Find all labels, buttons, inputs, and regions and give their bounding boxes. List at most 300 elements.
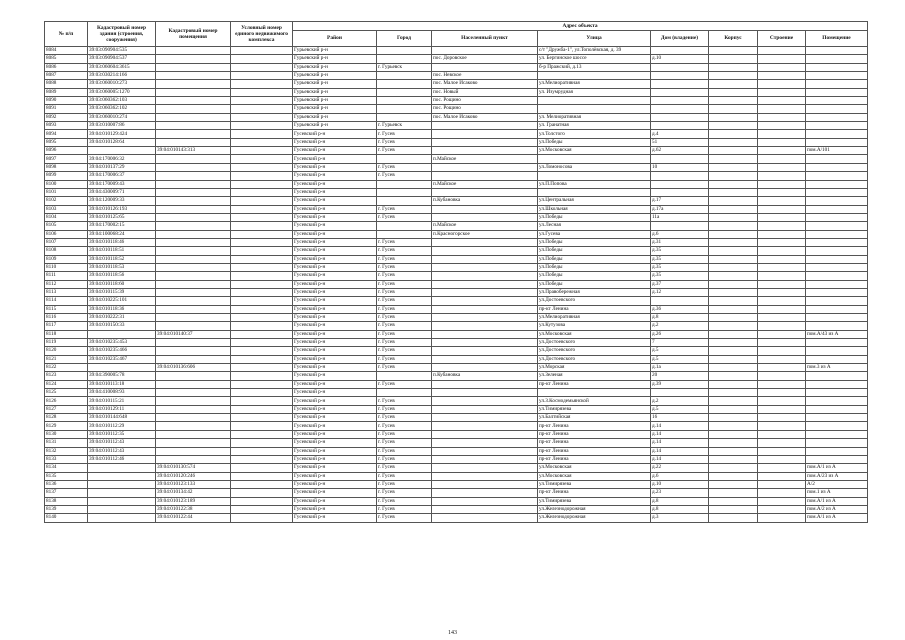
cell-settlement — [432, 497, 538, 505]
cell-cond-num — [231, 297, 293, 305]
table-row — [45, 305, 868, 313]
register-table — [44, 21, 868, 523]
cell-num: 8087 — [45, 72, 88, 80]
cell-district: Гусевский р-н — [293, 322, 377, 330]
cell-settlement: пос. Новый — [432, 88, 538, 96]
cell-city: г. Гусев — [377, 147, 432, 155]
cell-cad-building: 39:04:410008:93 — [88, 389, 156, 397]
cell-city: г. Гусев — [377, 263, 432, 271]
cell-building — [758, 147, 806, 155]
table-row — [45, 247, 868, 255]
table-row — [45, 122, 868, 130]
cell-room — [806, 414, 868, 422]
cell-cond-num — [231, 422, 293, 430]
table-row — [45, 322, 868, 330]
cell-building — [758, 88, 806, 96]
cell-cad-building: 39:04:010129:11 — [88, 405, 156, 413]
cell-cad-room — [156, 213, 231, 221]
cell-building — [758, 47, 806, 55]
cell-house — [651, 172, 709, 180]
cell-district: Гусевский р-н — [293, 213, 377, 221]
cell-settlement — [432, 272, 538, 280]
cell-street: ул.Мелиоративная — [538, 80, 651, 88]
cell-cond-num — [231, 355, 293, 363]
cell-district: Гусевский р-н — [293, 397, 377, 405]
cell-cond-num — [231, 514, 293, 522]
cell-korpus — [709, 280, 758, 288]
cell-settlement — [432, 163, 538, 171]
cell-cad-room — [156, 455, 231, 463]
cell-settlement — [432, 122, 538, 130]
cell-cad-room — [156, 414, 231, 422]
cell-room — [806, 138, 868, 146]
cell-street: ул.Ломоносова — [538, 163, 651, 171]
cell-house — [651, 105, 709, 113]
cell-cad-building: 39:04:430009:71 — [88, 188, 156, 196]
cell-building — [758, 72, 806, 80]
cell-cond-num — [231, 97, 293, 105]
cell-cond-num — [231, 380, 293, 388]
cell-cond-num — [231, 305, 293, 313]
cell-building — [758, 97, 806, 105]
cell-district: Гурьевский р-н — [293, 47, 377, 55]
cell-district: Гусевский р-н — [293, 355, 377, 363]
cell-house: д.14 — [651, 422, 709, 430]
cell-settlement — [432, 205, 538, 213]
cell-city: г. Гусев — [377, 355, 432, 363]
cell-num: 8134 — [45, 464, 88, 472]
cell-district: Гурьевский р-н — [293, 88, 377, 96]
cell-city — [377, 80, 432, 88]
cell-district: Гусевский р-н — [293, 497, 377, 505]
cell-num: 8097 — [45, 155, 88, 163]
cell-cond-num — [231, 263, 293, 271]
cell-room — [806, 247, 868, 255]
cell-room — [806, 380, 868, 388]
cell-cad-room — [156, 397, 231, 405]
cell-cad-building: 39:04:010115:39 — [88, 288, 156, 296]
cell-num: 8121 — [45, 355, 88, 363]
cell-city: г. Гусев — [377, 447, 432, 455]
cell-house: д.35 — [651, 272, 709, 280]
cell-city: г. Гусев — [377, 472, 432, 480]
table-row — [45, 464, 868, 472]
cell-cad-building — [88, 497, 156, 505]
cell-building — [758, 230, 806, 238]
cell-district: Гусевский р-н — [293, 272, 377, 280]
cell-district: Гусевский р-н — [293, 422, 377, 430]
cell-settlement — [432, 297, 538, 305]
header-room: Помещение — [806, 31, 868, 47]
cell-district: Гурьевский р-н — [293, 63, 377, 71]
cell-korpus — [709, 339, 758, 347]
cell-district: Гусевский р-н — [293, 305, 377, 313]
cell-korpus — [709, 514, 758, 522]
cell-city: г. Гусев — [377, 464, 432, 472]
cell-korpus — [709, 172, 758, 180]
cell-house: д.35 — [651, 255, 709, 263]
cell-room — [806, 447, 868, 455]
cell-korpus — [709, 505, 758, 513]
cell-room — [806, 455, 868, 463]
cell-house — [651, 113, 709, 121]
cell-house: д.14 — [651, 447, 709, 455]
cell-house — [651, 389, 709, 397]
header-district: Район — [293, 31, 377, 47]
cell-district: Гурьевский р-н — [293, 72, 377, 80]
cell-settlement — [432, 138, 538, 146]
cell-room — [806, 180, 868, 188]
cell-street — [538, 389, 651, 397]
cell-district: Гусевский р-н — [293, 372, 377, 380]
cell-city — [377, 88, 432, 96]
table-row — [45, 163, 868, 171]
cell-house: д.6 — [651, 230, 709, 238]
cell-street: ул.Лесная — [538, 222, 651, 230]
cell-city: г. Гусев — [377, 439, 432, 447]
cell-cond-num — [231, 55, 293, 63]
cell-cad-building: 39:04:010129:424 — [88, 130, 156, 138]
cell-korpus — [709, 155, 758, 163]
cell-num: 8137 — [45, 489, 88, 497]
cell-korpus — [709, 397, 758, 405]
cell-korpus — [709, 455, 758, 463]
cell-street: ул.Достоевского — [538, 355, 651, 363]
cell-cad-building: 39:03:060362:102 — [88, 105, 156, 113]
cell-street: пр-кт Ленина — [538, 439, 651, 447]
cell-settlement — [432, 364, 538, 372]
cell-cad-room — [156, 314, 231, 322]
cell-cad-building: 39:04:010222:31 — [88, 314, 156, 322]
cell-street: ул.Московская — [538, 147, 651, 155]
table-row — [45, 88, 868, 96]
cell-district: Гусевский р-н — [293, 188, 377, 196]
cell-num: 8109 — [45, 255, 88, 263]
cell-cad-building — [88, 472, 156, 480]
cell-street: пр-кт Ленина — [538, 305, 651, 313]
cell-building — [758, 430, 806, 438]
cell-street: ул.Победы — [538, 263, 651, 271]
cell-cond-num — [231, 47, 293, 55]
cell-num: 8103 — [45, 205, 88, 213]
cell-cad-building: 39:04:010112:43 — [88, 447, 156, 455]
cell-street: ул.Школьная — [538, 205, 651, 213]
cell-cad-building — [88, 147, 156, 155]
cell-settlement: пос. Невское — [432, 72, 538, 80]
cell-house: д.17а — [651, 205, 709, 213]
cell-house: д.5 — [651, 347, 709, 355]
cell-settlement: пос. Доровское — [432, 55, 538, 63]
cell-cad-room — [156, 88, 231, 96]
cell-cad-room — [156, 47, 231, 55]
header-cad-room: Кадастровый номер помещения — [156, 22, 231, 47]
cell-cad-room — [156, 163, 231, 171]
cell-cad-room — [156, 322, 231, 330]
cell-cad-room — [156, 439, 231, 447]
cell-city: г. Гусев — [377, 213, 432, 221]
cell-house: 20 — [651, 372, 709, 380]
cell-korpus — [709, 88, 758, 96]
cell-room: А/2 — [806, 480, 868, 488]
cell-settlement — [432, 455, 538, 463]
header-korpus: Корпус — [709, 31, 758, 47]
cell-cond-num — [231, 155, 293, 163]
cell-cond-num — [231, 405, 293, 413]
cell-city — [377, 389, 432, 397]
cell-room: пом.А/1 из А — [806, 464, 868, 472]
cell-street: ул.Победы — [538, 247, 651, 255]
cell-house: д.6 — [651, 472, 709, 480]
cell-city: г. Гурьевск — [377, 122, 432, 130]
cell-settlement — [432, 397, 538, 405]
table-row — [45, 230, 868, 238]
cell-num: 8095 — [45, 138, 88, 146]
table-row — [45, 263, 868, 271]
cell-cad-room — [156, 122, 231, 130]
cell-city: г. Гусев — [377, 505, 432, 513]
cell-num: 8094 — [45, 130, 88, 138]
cell-city: г. Гусев — [377, 280, 432, 288]
cell-cad-room — [156, 55, 231, 63]
cell-city — [377, 180, 432, 188]
cell-street: пр-кт Ленина — [538, 422, 651, 430]
table-row — [45, 80, 868, 88]
cell-street: ул.Достоевского — [538, 339, 651, 347]
cell-korpus — [709, 314, 758, 322]
cell-district: Гусевский р-н — [293, 414, 377, 422]
cell-house: д.31 — [651, 238, 709, 246]
cell-street: ул.Тимирязева — [538, 405, 651, 413]
cell-cond-num — [231, 188, 293, 196]
cell-korpus — [709, 188, 758, 196]
cell-settlement: п.Майское — [432, 180, 538, 188]
cell-num: 8128 — [45, 414, 88, 422]
cell-building — [758, 188, 806, 196]
cell-settlement — [432, 414, 538, 422]
cell-building — [758, 155, 806, 163]
cell-district: Гусевский р-н — [293, 480, 377, 488]
cell-cad-room — [156, 238, 231, 246]
table-row — [45, 272, 868, 280]
cell-cond-num — [231, 88, 293, 96]
cell-house: д.4 — [651, 130, 709, 138]
cell-num: 8098 — [45, 163, 88, 171]
cell-building — [758, 138, 806, 146]
header-cad-building: Кадастровый номер здания (строения, сооружения) — [88, 22, 156, 47]
cell-building — [758, 322, 806, 330]
cell-room — [806, 188, 868, 196]
cell-cond-num — [231, 138, 293, 146]
cell-cad-room: 39:04:010140:37 — [156, 330, 231, 338]
cell-district: Гурьевский р-н — [293, 105, 377, 113]
cell-house: д.1а — [651, 364, 709, 372]
cell-street: ул.Балтийская — [538, 414, 651, 422]
cell-district: Гусевский р-н — [293, 430, 377, 438]
cell-korpus — [709, 263, 758, 271]
cell-street: пр-кт Ленина — [538, 380, 651, 388]
cell-num: 8116 — [45, 314, 88, 322]
cell-building — [758, 105, 806, 113]
table-row — [45, 389, 868, 397]
cell-district: Гусевский р-н — [293, 339, 377, 347]
cell-building — [758, 505, 806, 513]
cell-city: г. Гусев — [377, 414, 432, 422]
cell-city: г. Гусев — [377, 305, 432, 313]
cell-cad-room: 39:04:010130:574 — [156, 464, 231, 472]
cell-cad-room — [156, 72, 231, 80]
cell-cad-room — [156, 339, 231, 347]
cell-street: ул.Правобережная — [538, 288, 651, 296]
cell-korpus — [709, 347, 758, 355]
cell-num: 8108 — [45, 247, 88, 255]
cell-korpus — [709, 247, 758, 255]
cell-cond-num — [231, 222, 293, 230]
cell-cad-room — [156, 180, 231, 188]
cell-settlement: п.Красногорское — [432, 230, 538, 238]
cell-building — [758, 63, 806, 71]
cell-cond-num — [231, 72, 293, 80]
header-building: Строение — [758, 31, 806, 47]
cell-korpus — [709, 105, 758, 113]
cell-room: пом.А/1 из А — [806, 497, 868, 505]
cell-cad-room — [156, 222, 231, 230]
cell-korpus — [709, 464, 758, 472]
table-row — [45, 197, 868, 205]
cell-cad-room — [156, 372, 231, 380]
cell-korpus — [709, 180, 758, 188]
cell-cond-num — [231, 147, 293, 155]
cell-building — [758, 113, 806, 121]
cell-district: Гусевский р-н — [293, 514, 377, 522]
cell-city — [377, 188, 432, 196]
cell-building — [758, 447, 806, 455]
cell-city: г. Гусев — [377, 288, 432, 296]
table-row — [45, 372, 868, 380]
table-row — [45, 330, 868, 338]
cell-street: ул.П.Попова — [538, 180, 651, 188]
cell-num: 8093 — [45, 122, 88, 130]
cell-cad-building: 39:04:010115:21 — [88, 397, 156, 405]
table-row — [45, 155, 868, 163]
cell-district: Гусевский р-н — [293, 180, 377, 188]
cell-settlement — [432, 47, 538, 55]
cell-cad-building: 39:04:010137:29 — [88, 163, 156, 171]
cell-city: г. Гусев — [377, 130, 432, 138]
cell-cond-num — [231, 397, 293, 405]
cell-street: ул.Московская — [538, 330, 651, 338]
cell-room: пом.1 из А — [806, 489, 868, 497]
cell-cad-room — [156, 230, 231, 238]
cell-building — [758, 347, 806, 355]
cell-cad-room — [156, 247, 231, 255]
cell-cad-room — [156, 63, 231, 71]
cell-house: д.39 — [651, 380, 709, 388]
table-row — [45, 105, 868, 113]
cell-district: Гусевский р-н — [293, 447, 377, 455]
cell-district: Гурьевский р-н — [293, 97, 377, 105]
cell-city — [377, 230, 432, 238]
cell-city: г. Гусев — [377, 489, 432, 497]
cell-cad-building: 39:04:010144:648 — [88, 414, 156, 422]
cell-settlement: пос. Рощино — [432, 105, 538, 113]
cell-settlement — [432, 322, 538, 330]
cell-cad-building: 39:04:010112:35 — [88, 430, 156, 438]
cell-korpus — [709, 447, 758, 455]
cell-cad-room — [156, 355, 231, 363]
cell-district: Гусевский р-н — [293, 147, 377, 155]
cell-cond-num — [231, 472, 293, 480]
cell-cad-building: 39:04:010235:467 — [88, 355, 156, 363]
cell-room: пом.А/23 из А — [806, 472, 868, 480]
cell-cad-room: 39:04:010123:133 — [156, 480, 231, 488]
cell-street: ул.Тимирязева — [538, 480, 651, 488]
cell-building — [758, 414, 806, 422]
cell-street: пр-кт Ленина — [538, 430, 651, 438]
cell-cad-room — [156, 422, 231, 430]
cell-building — [758, 263, 806, 271]
cell-cad-building: 39:04:170009:43 — [88, 180, 156, 188]
cell-num: 8140 — [45, 514, 88, 522]
cell-district: Гусевский р-н — [293, 380, 377, 388]
cell-settlement — [432, 172, 538, 180]
cell-korpus — [709, 380, 758, 388]
cell-building — [758, 380, 806, 388]
cell-street: ул.Победы — [538, 213, 651, 221]
cell-city — [377, 113, 432, 121]
cell-num: 8126 — [45, 397, 88, 405]
cell-cad-building: 39:03:060604:3615 — [88, 63, 156, 71]
cell-cad-building: 39:04:010118:36 — [88, 305, 156, 313]
cell-room — [806, 355, 868, 363]
cell-house — [651, 122, 709, 130]
cell-street: ул.Морская — [538, 364, 651, 372]
cell-building — [758, 272, 806, 280]
cell-settlement — [432, 238, 538, 246]
cell-cad-room — [156, 447, 231, 455]
cell-city: г. Гусев — [377, 322, 432, 330]
cell-num: 8104 — [45, 213, 88, 221]
cell-street: ул.Тимирязева — [538, 497, 651, 505]
cell-cad-building: 39:04:010235:466 — [88, 347, 156, 355]
cell-street: ул.Мелиоративная — [538, 314, 651, 322]
cell-cond-num — [231, 197, 293, 205]
cell-street: ул.Московская — [538, 472, 651, 480]
cell-district: Гусевский р-н — [293, 155, 377, 163]
table-row — [45, 55, 868, 63]
cell-cad-room — [156, 280, 231, 288]
cell-house: д.8 — [651, 314, 709, 322]
cell-cond-num — [231, 464, 293, 472]
cell-house: д.8 — [651, 505, 709, 513]
cell-room — [806, 297, 868, 305]
cell-settlement — [432, 247, 538, 255]
cell-house: д.35 — [651, 263, 709, 271]
cell-city: г. Гусев — [377, 255, 432, 263]
cell-cond-num — [231, 455, 293, 463]
cell-street — [538, 105, 651, 113]
cell-cad-room — [156, 389, 231, 397]
cell-room — [806, 97, 868, 105]
cell-num: 8090 — [45, 97, 88, 105]
cell-cad-building: 39:04:010118:53 — [88, 263, 156, 271]
cell-cond-num — [231, 322, 293, 330]
cell-korpus — [709, 55, 758, 63]
cell-building — [758, 389, 806, 397]
cell-building — [758, 364, 806, 372]
cell-city: г. Гусев — [377, 455, 432, 463]
cell-korpus — [709, 230, 758, 238]
cell-city: г. Гусев — [377, 339, 432, 347]
